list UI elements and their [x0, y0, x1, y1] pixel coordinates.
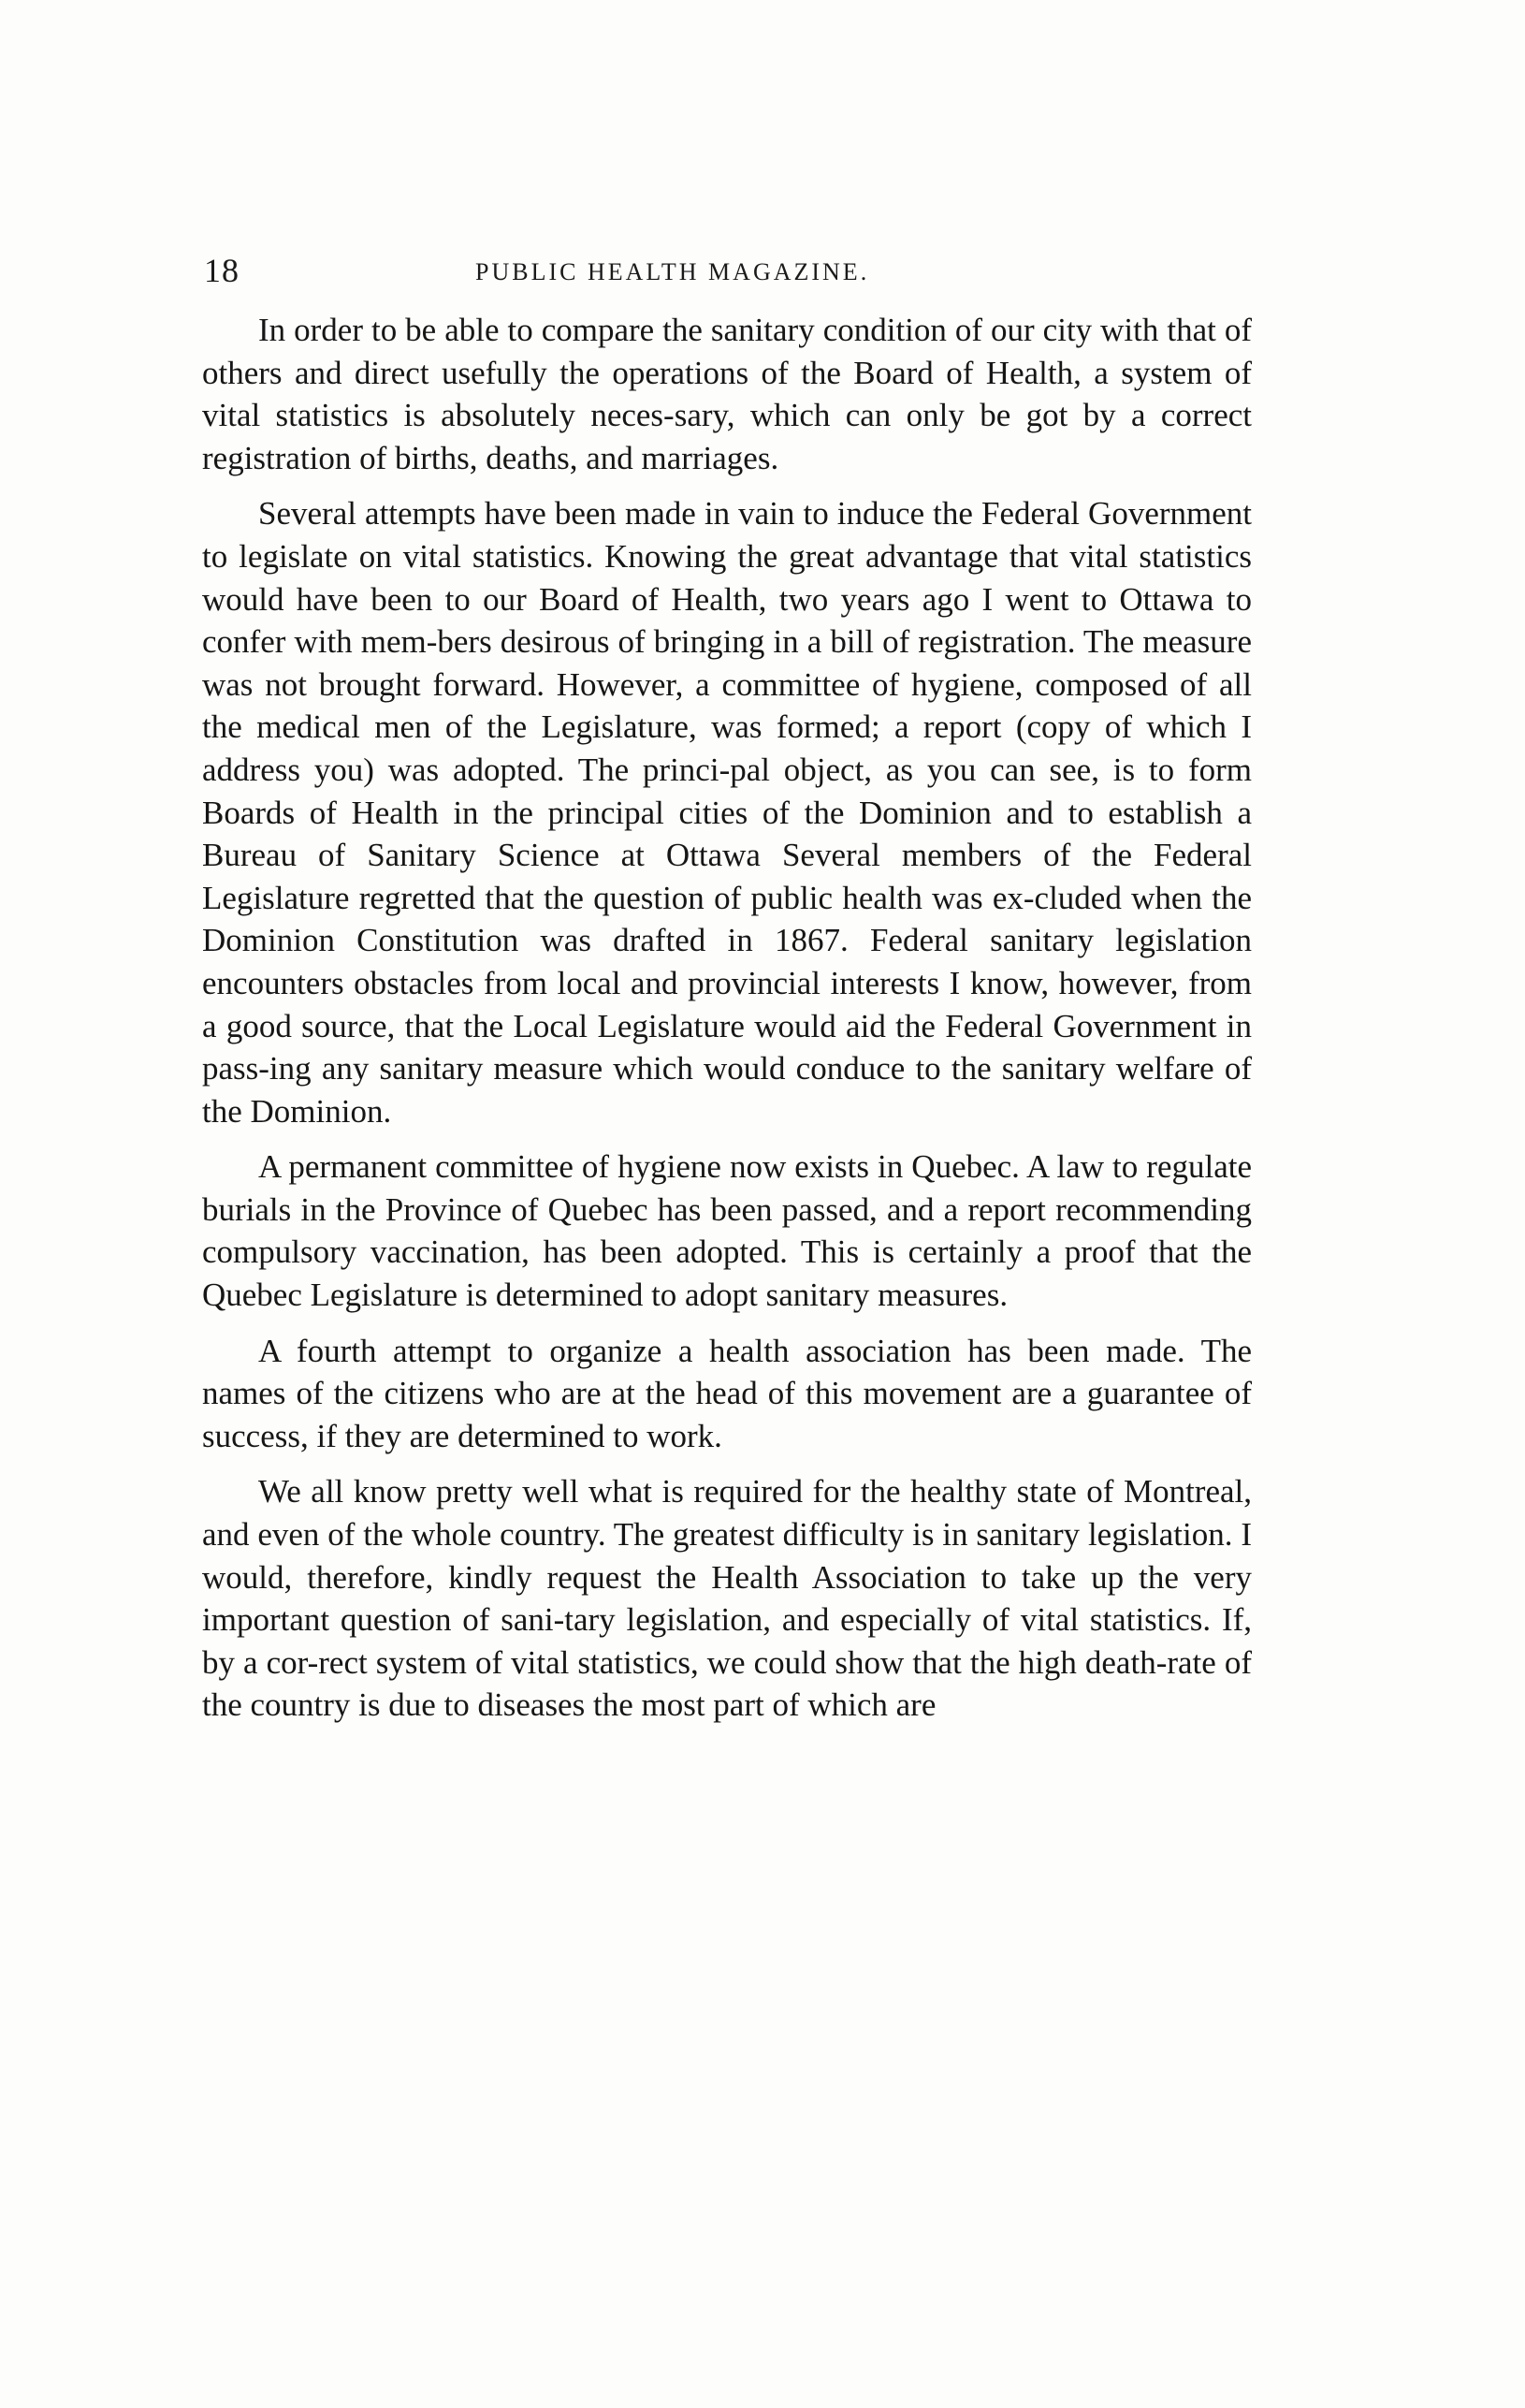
page-number: 18 — [204, 252, 240, 289]
paragraph: A fourth attempt to organize a health association has been made. The names of the citizens who are at the head of this movement are a guarantee of success, if they are determined to work. — [202, 1332, 1252, 1454]
paragraph: Several attempts have been made in vain to induce the Federal Government to legislate on vital statistics. Knowing the great advantage that vital statistics would have been to our Board of Health, two years ago I went to Ottawa to confer with mem-bers desirous of bringing in a bill of registration. The measure was not brought forward. However, a committee of hygiene, composed of all the medical men of the Legislature, was formed; a report (copy of which I address you) was adopted. The princi-pal object, as you can see, is to form Boards of Health in the principal cities of the Dominion and to establish a Bureau of Sanitary Science at Ottawa Several members of the Federal Legislature regretted that the question of public health was ex-cluded when the Dominion Constitution was drafted in 1867. Federal sanitary legislation encounters obstacles from local and provincial interests I know, however, from a good source, that the Local Legislature would aid the Federal Government in pass-ing any sanitary measure which would conduce to the sanitary welfare of the Dominion. — [202, 495, 1252, 1130]
paragraph: A permanent committee of hygiene now exists in Quebec. A law to regulate burials in the Province of Quebec has been passed, and a report recommending compulsory vaccination, has been adopted. This is certainly a proof that the Quebec Legislature is determined to adopt sanitary measures. — [202, 1148, 1252, 1314]
page-header — [204, 251, 1252, 298]
paragraph: We all know pretty well what is required for the healthy state of Montreal, and even of the whole country. The greatest difficulty is in sanitary legislation. I would, therefore, kindly request the Health Association to take up the very important question of sani-tary legislation, and especially of vital statistics. If, by a cor-rect system of vital statistics, we could show that the high death-rate of the country is due to diseases the most part of which are — [202, 1473, 1252, 1724]
paragraph: In order to be able to compare the sanitary condition of our city with that of others and direct usefully the operations of the Board of Health, a system of vital statistics is absolutely neces-sary, which can only be got by a correct registration of births, deaths, and marriages. — [202, 312, 1252, 476]
body-text — [202, 309, 1252, 1740]
running-head: PUBLIC HEALTH MAGAZINE. — [475, 258, 870, 285]
